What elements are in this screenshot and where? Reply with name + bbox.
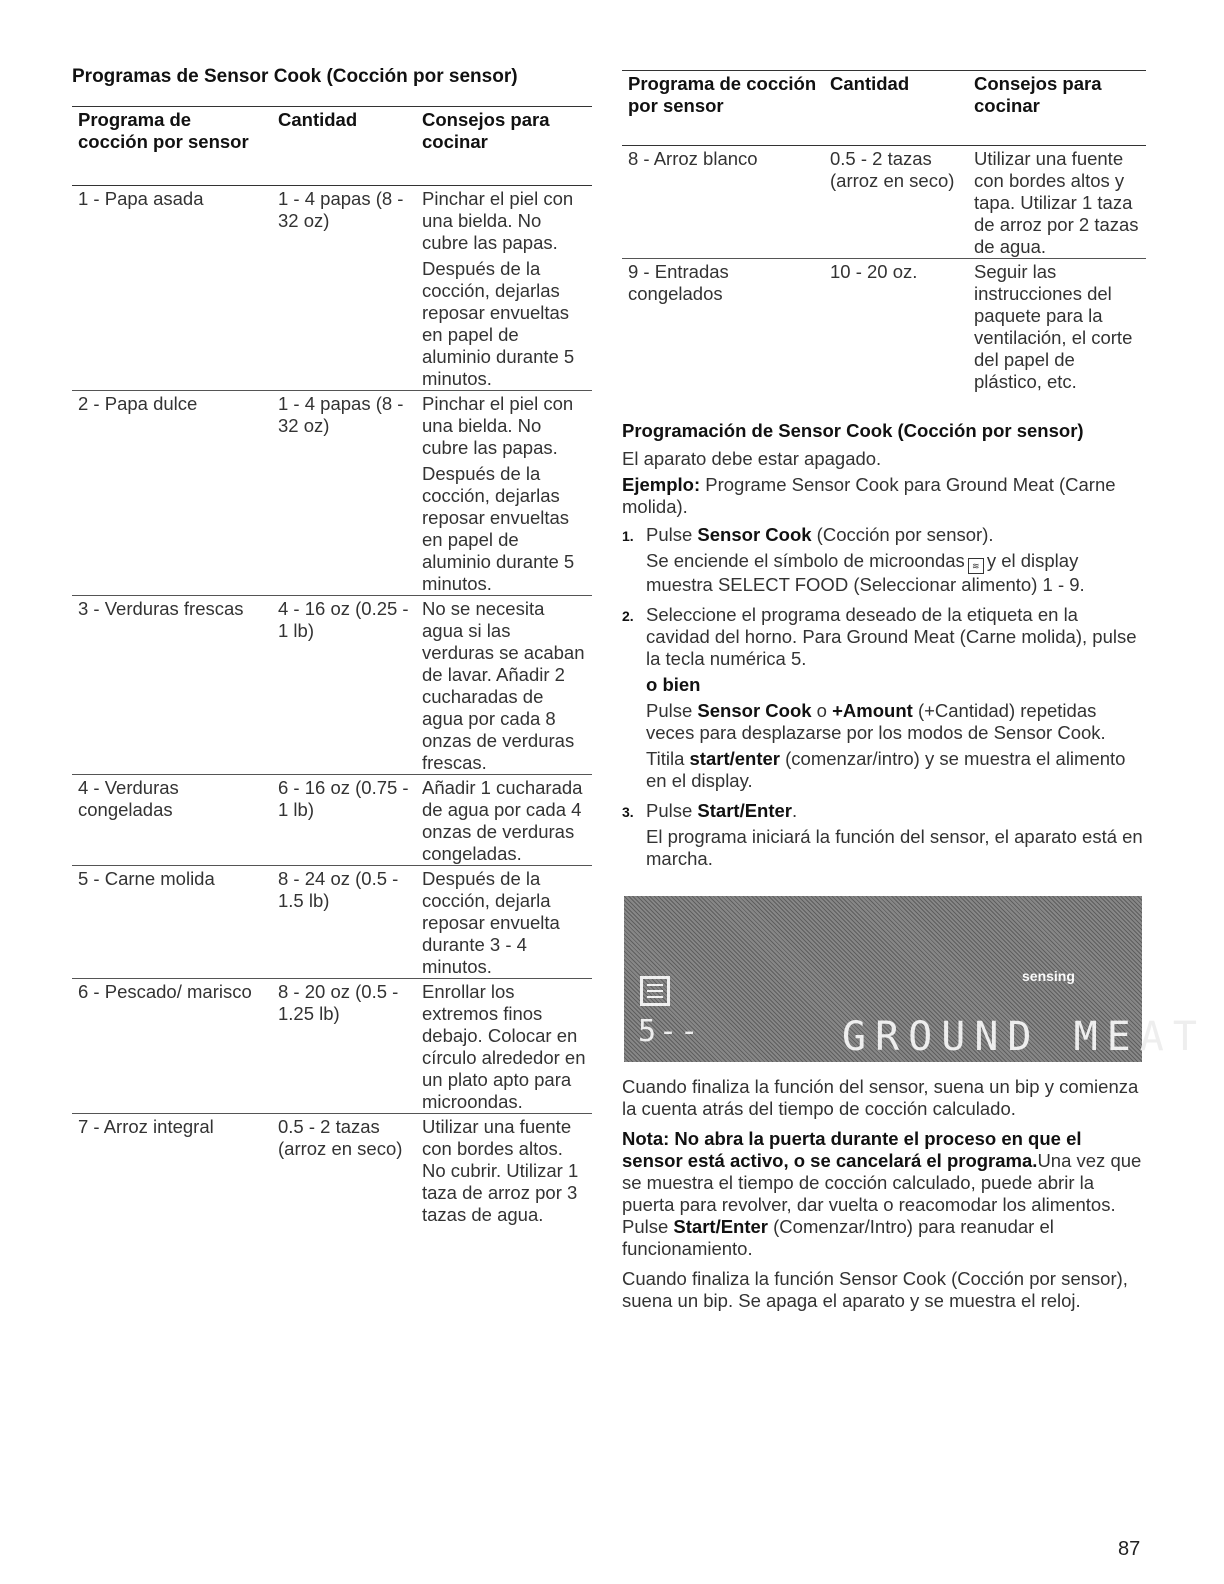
example-label: Ejemplo: <box>622 474 701 495</box>
cell-program: 3 - Verduras frescas <box>78 598 244 619</box>
sensor-cook-table <box>72 106 592 1226</box>
cell-tips <box>416 391 592 596</box>
cell-tips: Utilizar una fuente con bordes altos y tapa. Utilizar 1 taza de arroz por 2 tazas de agua. <box>974 148 1139 257</box>
tips-text: Pinchar el piel con una bielda. No cubre las papas. <box>422 393 574 458</box>
step-number: 1. <box>622 528 634 544</box>
step-2-text: Seleccione el programa deseado de la etiqueta en la cavidad del horno. Para Ground Meat (Carne molida), pulse la tecla numérica 5. <box>646 604 1137 669</box>
sensor-cook-table-continued <box>622 70 1146 393</box>
header-tips: Consejos para cocinar <box>974 73 1102 116</box>
table-row <box>72 596 592 775</box>
cell-program: 8 - Arroz blanco <box>628 148 758 169</box>
page-number: 87 <box>1118 1538 1141 1560</box>
cell-tips: Utilizar una fuente con bordes altos. No cubrir. Utilizar 1 taza de arroz por 3 tazas de agua. <box>422 1116 579 1225</box>
note-paragraph: Nota: No abra la puerta durante el proceso en que el sensor está activo, o se cancelará el programa.Una vez que se muestra el tiempo de cocción calculado, puede abrir la puerta para revolver, dar vuelta o reacomodar los alimentos. Pulse Start/Enter (Comenzar/Intro) para reanudar el funcionamiento. <box>622 1128 1142 1259</box>
table-row <box>622 146 1146 259</box>
step-1-text: Pulse Sensor Cook (Cocción por sensor). <box>646 524 994 545</box>
programming-intro: El aparato debe estar apagado. <box>622 448 882 469</box>
cell-amount: 4 - 16 oz (0.25 - 1 lb) <box>278 598 409 641</box>
step-1-detail: Se enciende el símbolo de microondas ≋ y el display muestra SELECT FOOD (Seleccionar alimento) 1 - 9. <box>646 550 1085 595</box>
display-food-name: GROUND MEAT <box>842 1014 1206 1060</box>
table-header <box>72 107 592 186</box>
display-program-number: 5-- <box>638 1014 702 1049</box>
table-row <box>72 979 592 1114</box>
table-row <box>622 259 1146 394</box>
header-amount: Cantidad <box>830 73 910 94</box>
cell-tips: Enrollar los extremos finos debajo. Colocar en círculo alrededor en un plato apto para microondas. <box>422 981 586 1112</box>
programming-section <box>622 420 1146 878</box>
cell-program: 1 - Papa asada <box>78 188 204 209</box>
table-row <box>72 1114 592 1227</box>
sensing-indicator: sensing <box>1022 968 1075 984</box>
cell-program: 7 - Arroz integral <box>78 1116 214 1137</box>
step-2-alt: Pulse Sensor Cook o +Amount (+Cantidad) repetidas veces para desplazarse por los modos de Sensor Cook. <box>646 700 1106 743</box>
example-paragraph <box>622 474 1146 518</box>
cell-amount: 8 - 24 oz (0.5 - 1.5 lb) <box>278 868 399 911</box>
cell-tips: No se necesita agua si las verduras se acaban de lavar. Añadir 2 cucharadas de agua por cada 8 onzas de verduras frescas. <box>422 598 585 773</box>
cell-tips: Seguir las instrucciones del paquete para la ventilación, el corte del papel de plástico, etc. <box>974 261 1133 392</box>
table-header <box>622 71 1146 146</box>
note-warning: Nota: No abra la puerta durante el proceso en que el sensor está activo, o se cancelará el programa. <box>622 1128 1082 1171</box>
programming-title: Programación de Sensor Cook (Cocción por sensor) <box>622 420 1084 441</box>
header-amount: Cantidad <box>278 109 358 130</box>
header-tips: Consejos para cocinar <box>422 109 550 152</box>
after-paragraph-1: Cuando finaliza la función del sensor, suena un bip y comienza la cuenta atrás del tiempo de cocción calculado. <box>622 1076 1139 1119</box>
step-1 <box>622 524 1146 596</box>
after-paragraph-3: Cuando finaliza la función Sensor Cook (Cocción por sensor), suena un bip. Se apaga el aparato y se muestra el reloj. <box>622 1268 1128 1311</box>
cell-program: 9 - Entradas congelados <box>628 261 729 304</box>
cell-program: 6 - Pescado/ marisco <box>78 981 252 1002</box>
cell-program: 2 - Papa dulce <box>78 393 198 414</box>
steps-list <box>622 524 1146 870</box>
header-program: Programa de cocción por sensor <box>628 73 817 116</box>
sensor-cook-key-label: Sensor Cook <box>697 524 812 545</box>
microwave-icon: ≋ <box>968 558 984 574</box>
step-3-detail: El programa iniciará la función del sensor, el aparato está en marcha. <box>646 826 1143 869</box>
step-2-blink: Titila start/enter (comenzar/intro) y se muestra el alimento en el display. <box>646 748 1126 791</box>
tips-text: Pinchar el piel con una bielda. No cubre las papas. <box>422 188 574 253</box>
example-text: Programe Sensor Cook para Ground Meat (Carne molida). <box>622 474 1116 517</box>
cell-amount: 1 - 4 papas (8 - 32 oz) <box>278 393 404 436</box>
cell-program: 5 - Carne molida <box>78 868 215 889</box>
cell-amount: 1 - 4 papas (8 - 32 oz) <box>278 188 404 231</box>
step-2 <box>622 604 1146 792</box>
cell-tips: Añadir 1 cucharada de agua por cada 4 onzas de verduras congeladas. <box>422 777 583 864</box>
step-number: 2. <box>622 608 634 624</box>
cell-amount: 6 - 16 oz (0.75 - 1 lb) <box>278 777 409 820</box>
table-row <box>72 775 592 866</box>
cell-tips <box>416 186 592 391</box>
step-3-text: Pulse Start/Enter. <box>646 800 798 821</box>
cell-tips: Después de la cocción, dejarla reposar envuelta durante 3 - 4 minutos. <box>422 868 560 977</box>
step-2-or: o bien <box>646 674 701 695</box>
cell-amount: 10 - 20 oz. <box>830 261 918 282</box>
after-sensing-section <box>622 1076 1146 1320</box>
cell-amount: 8 - 20 oz (0.5 - 1.25 lb) <box>278 981 399 1024</box>
cell-amount: 0.5 - 2 tazas (arroz en seco) <box>278 1116 403 1159</box>
header-program: Programa de cocción por sensor <box>78 109 249 152</box>
step-3 <box>622 800 1146 870</box>
table-row <box>72 186 592 391</box>
food-range: 1 - 9. <box>1042 574 1085 595</box>
microwave-icon <box>640 976 670 1006</box>
tips-text-2: Después de la cocción, dejarlas reposar envueltas en papel de aluminio durante 5 minutos. <box>422 463 575 594</box>
cell-amount: 0.5 - 2 tazas (arroz en seco) <box>830 148 955 191</box>
section-title: Programas de Sensor Cook (Cocción por sensor) <box>72 66 518 87</box>
tips-text-2: Después de la cocción, dejarlas reposar envueltas en papel de aluminio durante 5 minutos. <box>422 258 575 389</box>
oven-display <box>624 896 1206 1062</box>
table-row <box>72 866 592 979</box>
table-row <box>72 391 592 596</box>
step-number: 3. <box>622 804 634 820</box>
cell-program: 4 - Verduras congeladas <box>78 777 179 820</box>
